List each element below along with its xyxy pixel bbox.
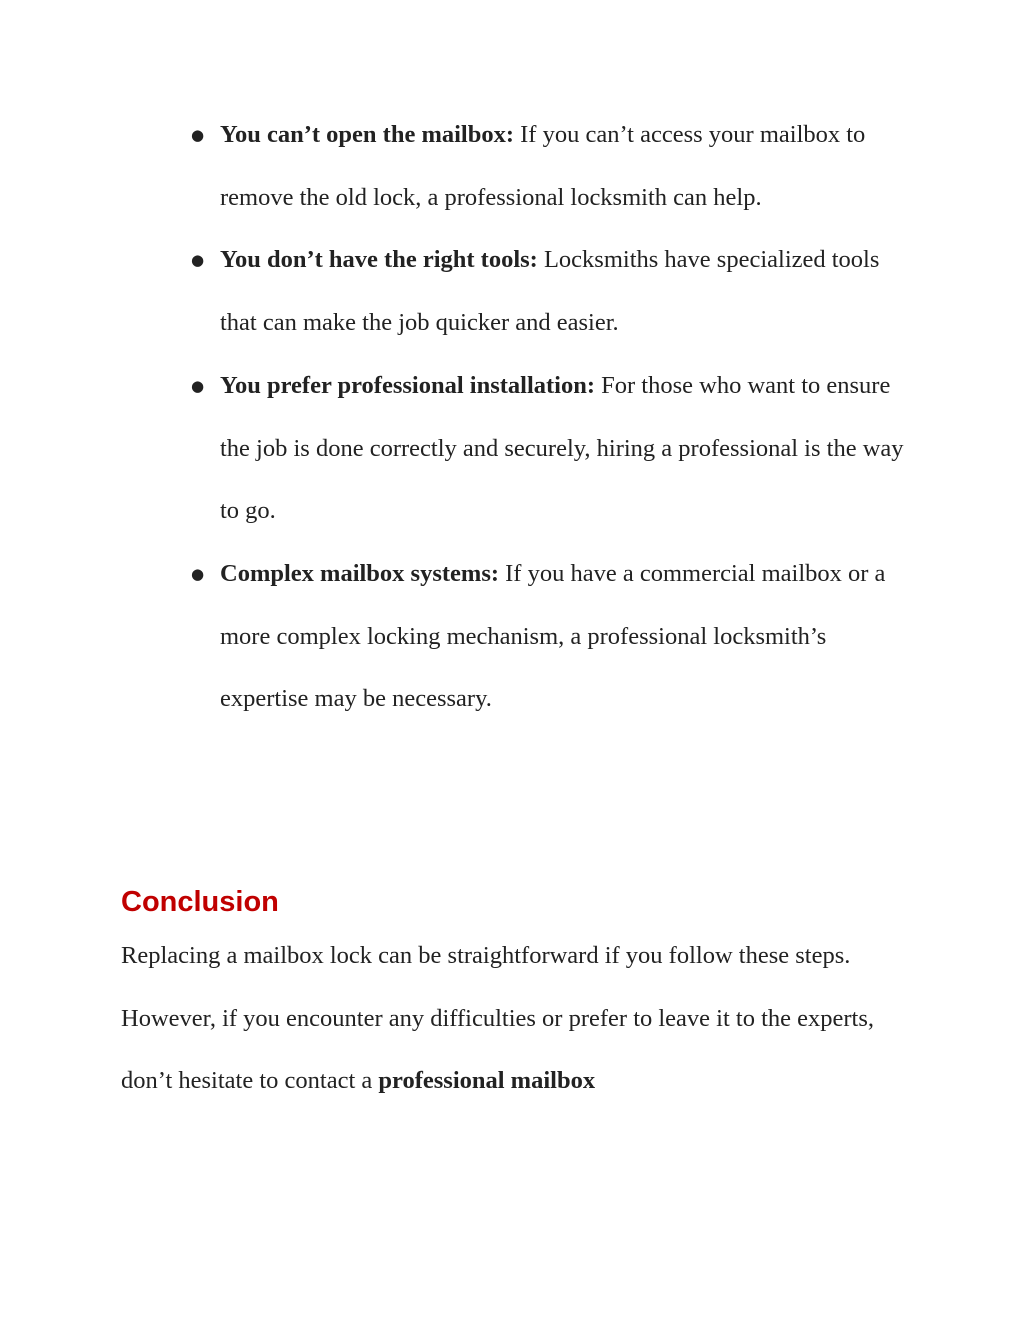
bullet-icon: ●: [191, 126, 205, 144]
bullet-bold-lead: You don’t have the right tools:: [220, 246, 538, 274]
bullet-bold-lead: You prefer professional installation:: [220, 371, 596, 399]
bullet-bold-lead: Complex mailbox systems:: [220, 559, 500, 587]
bullet-icon: ●: [191, 564, 205, 583]
bullet-text: If you can’t access your mailbox to remove the old lock, a professional locksmith can help.: [220, 121, 866, 211]
bullet-bold-lead: You can’t open the mailbox:: [220, 121, 515, 148]
bullet-icon: ●: [191, 251, 205, 270]
conclusion-heading: Conclusion: [121, 886, 279, 918]
bullet-icon: ●: [191, 376, 205, 395]
conclusion-paragraph: [121, 925, 911, 1113]
bullet-text: For those who want to ensure the job is done correctly and securely, hiring a professional is the way to go.: [220, 371, 904, 525]
bullet-list: [0, 104, 1024, 731]
list-item: [0, 543, 910, 731]
bullet-text: If you have a commercial mailbox or a more complex locking mechanism, a professional locksmith’s expertise may be necessary.: [220, 559, 886, 713]
list-item: [0, 229, 910, 354]
conclusion-bold-text: professional mailbox: [378, 1067, 596, 1094]
bullet-text: Locksmiths have specialized tools that can make the job quicker and easier.: [220, 246, 880, 337]
conclusion-text: Replacing a mailbox lock can be straightforward if you follow these steps. However, if you encounter any difficulties or prefer to leave it to the experts, don’t hesitate to contact a: [121, 942, 875, 1094]
list-item: [0, 355, 910, 543]
list-item: [0, 104, 910, 229]
